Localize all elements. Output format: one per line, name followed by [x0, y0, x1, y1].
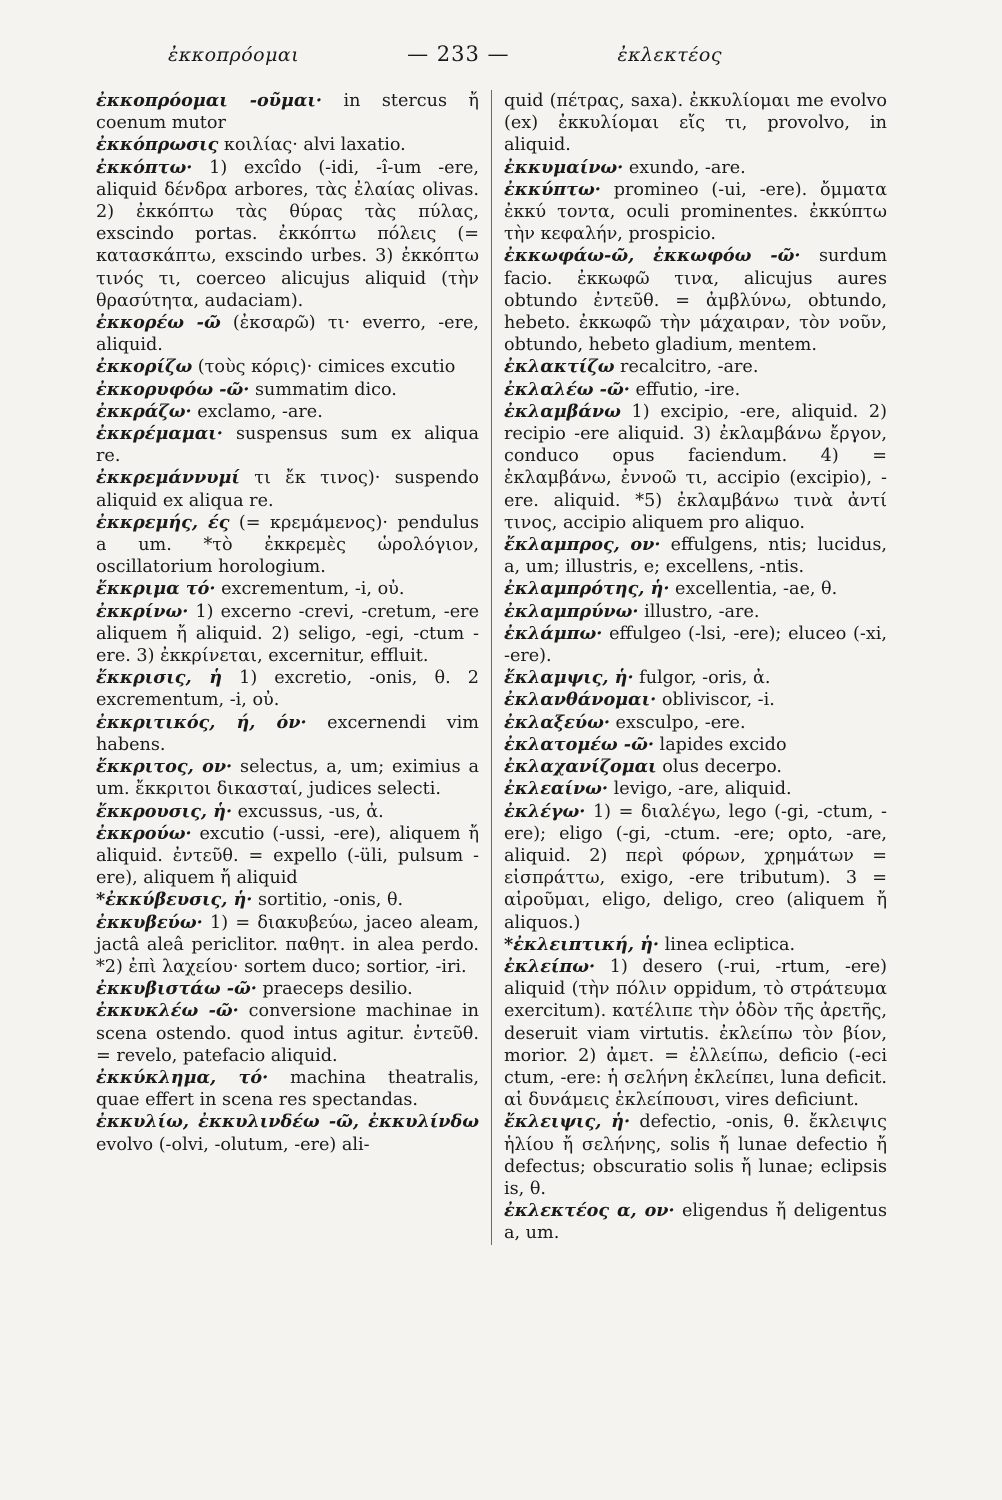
entry-definition: 1) desero (-rui, -rtum, -ere) aliquid (τὴν πόλιν oppidum, τὸ στράτευμα exercitum). κατέλιπε τὴν ὁδὸν τῆς ἀρετῆς, deseruit viam virtutis. ἐκλείπω τὸν βίον, morior. 2) ἀμετ. = ἐλλείπω, deficio (-eci ctum, -ere: ἡ σελήνη ἐκλείπει, luna deficit. αἱ δυνάμεις ἐκλείπουσι, vires deficiunt.: [504, 956, 887, 1111]
entry-definition: 1) = διαλέγω, lego (-gi, -ctum, -ere); eligo (-gi, -ctum. -ere; opto, -are, aliquid. 2) περὶ φόρων, χρημάτων = εἰσπράττω, exigo, -ere tributum). 3 = αἱροῦμαι, eligo, deligo, creo (aliquem ἤ aliquos.): [504, 801, 887, 933]
entry-headword: ἐκλαλέω -ῶ·: [504, 378, 630, 400]
dictionary-entry: [504, 734, 887, 756]
dictionary-entry: [96, 801, 479, 823]
entry-definition: conversione machinae in scena ostendo. quod intus agitur. ἐντεῦθ. = revelo, patefacio aliquid.: [96, 1001, 479, 1066]
entry-definition: selectus, a, um; eximius a um. ἔκκριτοι δικασταί, judices selecti.: [96, 757, 480, 800]
entry-headword: ἔκλειψις, ἡ·: [504, 1111, 631, 1133]
entry-headword: ἐκκυκλέω -ῶ·: [96, 1000, 239, 1022]
header-left-word: ἐκκοπρόομαι: [168, 44, 300, 66]
entry-definition: sortitio, -onis, θ.: [252, 890, 404, 911]
dictionary-entry: [504, 90, 887, 157]
dictionary-entry: [96, 379, 479, 401]
dictionary-entry: [504, 578, 887, 600]
entry-headword: ἐκκόπρωσις: [96, 134, 219, 156]
dictionary-entry: [96, 756, 479, 800]
entry-definition: quid (πέτρας, saxa). ἐκκυλίομαι me evolvo (ex) ἐκκυλίομαι εἴς τι, provolvo, in aliquid.: [504, 91, 887, 156]
entry-headword: ἐκλείπω·: [504, 955, 596, 977]
entry-definition: linea ecliptica.: [659, 934, 796, 955]
entry-definition: 1) excipio, -ere, aliquid. 2) recipio -ere aliquid. 3) ἐκλαμβάνω ἔργον, conduco opus faciendum. 4) = ἐκλαμβάνω, ἐννοῶ τι, accipio (excipio), -ere. aliquid. *5) ἐκλαμβάνω τινὰ ἀντί τινος, accipio aliquem pro aliquo.: [504, 401, 887, 533]
entry-headword: ἐκλανθάνομαι·: [504, 689, 657, 711]
entry-definition: exsculpo, -ere.: [609, 712, 746, 733]
dictionary-entry: [504, 956, 887, 1111]
dictionary-entry: [96, 978, 479, 1000]
entry-definition: praeceps desilio.: [256, 979, 413, 1000]
entry-headword: ἐκλαξεύω·: [504, 711, 610, 733]
entry-definition: (ἐκσαρῶ) τι· everro, -ere, aliquid.: [96, 313, 479, 356]
dictionary-entry: [96, 912, 479, 979]
entry-headword: ἐκκυλίω, ἐκκυλινδέω -ῶ, ἐκκυλίνδω: [96, 1111, 479, 1133]
entry-definition: κοιλίας· alvi laxatio.: [218, 135, 406, 156]
entry-definition: (= κρεμάμενος)· pendulus a um. *τὸ ἐκκρεμὲς ὡρολόγιον, oscillatorium horologium.: [96, 512, 479, 578]
dictionary-entry: [504, 534, 887, 578]
dictionary-entry: [96, 512, 479, 579]
entry-headword: ἐκλακτίζω: [504, 356, 615, 378]
entry-definition: lapides excido: [653, 734, 787, 755]
entry-headword: ἐκκράζω·: [96, 400, 192, 422]
dictionary-entry: [96, 578, 479, 600]
dictionary-entry: [96, 601, 479, 668]
entry-headword: ἐκκρίνω·: [96, 600, 189, 622]
entry-headword: ἐκκορυφόω -ῶ·: [96, 378, 250, 400]
dictionary-entry: [504, 601, 887, 623]
entry-definition: effulgeo (-lsi, -ere); eluceo (-xi, -ere).: [504, 623, 887, 667]
dictionary-entry: [504, 778, 887, 800]
entry-headword: ἐκκορίζω: [96, 356, 193, 378]
entry-definition: excrementum, -i, οὐ.: [215, 579, 405, 600]
entry-definition: fulgor, -oris, ἀ.: [633, 668, 771, 689]
dictionary-entry: [96, 467, 479, 511]
entry-definition: excussus, -us, ἀ.: [232, 801, 384, 822]
dictionary-entry: [96, 356, 479, 378]
entry-definition: 1) excerno -crevi, -cretum, -ere aliquem ἤ aliquid. 2) seligo, -egi, -ctum -ere. 3) ἐκκρίνεται, excernitur, effluit.: [96, 601, 479, 667]
dictionary-entry: [504, 667, 887, 689]
dictionary-entry: [96, 1000, 479, 1067]
entry-definition: promineo (-ui, -ere). ὄμματα ἐκκύ τοντα, oculi prominentes. ἐκκύπτω τὴν κεφαλήν, prospicio.: [504, 179, 887, 245]
dictionary-entry: [96, 312, 479, 356]
entry-definition: 1) excîdo (-idi, -î-um -ere, aliquid δένδρα arbores, τὰς ἐλαίας olivas. 2) ἐκκόπτω τὰς θύρας τὰς πύλας, exscindo portas. ἐκκόπτω πόλεις (= κατασκάπτω, exscindo urbes. 3) ἐκκόπτω τινός τι, coerceo alicujus aliquid (τὴν θρασύτητα, audaciam).: [96, 157, 479, 311]
dictionary-entry: [96, 90, 479, 134]
entry-definition: levigo, -are, aliquid.: [608, 779, 792, 800]
entry-headword: ἐκλαμπρότης, ἡ·: [504, 578, 670, 600]
dictionary-entry: [504, 245, 887, 356]
entry-headword: ἐκκυμαίνω·: [504, 156, 624, 178]
dictionary-entry: [504, 1111, 887, 1200]
entry-definition: effutio, -ire.: [629, 379, 741, 400]
entry-headword: ἐκκορέω -ῶ: [96, 312, 221, 334]
entry-headword: ἐκλαμπρύνω·: [504, 600, 639, 622]
dictionary-entry: [504, 623, 887, 667]
entry-headword: ἐκλέγω·: [504, 800, 586, 822]
dictionary-entry: [96, 1111, 479, 1155]
entry-headword: ἔκκρουσις, ἡ·: [96, 800, 233, 822]
entry-headword: ἐκλεαίνω·: [504, 778, 609, 800]
page-number: — 233 —: [407, 42, 510, 66]
entry-definition: 1) = διακυβεύω, jaceo aleam, jactâ aleâ periclitor. παθητ. in alea perdo. *2) ἐπὶ λαχείου· sortem duco; sortior, -iri.: [96, 912, 479, 977]
entry-definition: excellentia, -ae, θ.: [669, 579, 838, 600]
right-column: [491, 90, 887, 1245]
dictionary-entry: [96, 134, 479, 156]
entry-definition: recalcitro, -are.: [614, 357, 759, 378]
two-column-body: [96, 90, 958, 1245]
entry-definition: 1) excretio, -onis, θ. 2 excrementum, -i, οὐ.: [96, 668, 479, 711]
entry-headword: ἐκκρεμάννυμί: [96, 467, 240, 489]
entry-headword: ἐκκυβιστάω -ῶ·: [96, 978, 257, 1000]
entry-headword: ἐκκύκλημα, τό·: [96, 1066, 269, 1088]
dictionary-entry: [96, 889, 479, 911]
entry-headword: ἐκλαχανίζομαι: [504, 756, 657, 778]
entry-definition: (τοὺς κόρις)· cimices excutio: [192, 357, 456, 378]
entry-definition: defectio, -onis, θ. ἔκλειψις ἡλίου ἤ σελήνης, solis ἤ lunae defectio ἤ defectus; obscuratio solis ἤ lunae; eclipsis is, θ.: [504, 1112, 887, 1199]
dictionary-entry: [96, 157, 479, 312]
dictionary-entry: [504, 934, 887, 956]
entry-headword: ἐκκοπρόομαι -οῦμαι·: [96, 90, 323, 111]
entry-headword: ἐκκυβεύω·: [96, 911, 203, 933]
dictionary-entry: [504, 179, 887, 246]
entry-headword: ἔκκρισις, ἡ: [96, 667, 223, 689]
entry-definition: surdum facio. ἐκκωφῶ τινα, alicujus aures obtundo ἐντεῦθ. = ἀμβλύνω, obtundo, hebeto. ἐκκωφῶ τὴν μάχαιραν, τὸν νοῦν, obtundo, hebeto gladium, mentem.: [504, 246, 887, 356]
entry-headword: *ἐκκύβευσις, ἡ·: [96, 889, 253, 911]
entry-headword: ἐκκόπτω·: [96, 156, 193, 178]
dictionary-entry: [504, 689, 887, 711]
dictionary-entry: [504, 379, 887, 401]
entry-headword: ἔκκριμα τό·: [96, 578, 216, 600]
entry-definition: excernendi vim habens.: [96, 712, 479, 755]
entry-headword: ἔκλαμψις, ἡ·: [504, 667, 634, 689]
entry-headword: ἐκκρούω·: [96, 822, 192, 844]
entry-headword: ἐκκρεμής, ές: [96, 511, 230, 533]
entry-headword: ἐκκριτικός, ή, όν·: [96, 711, 307, 733]
entry-definition: obliviscor, -i.: [656, 690, 775, 711]
entry-definition: τι ἔκ τινος)· suspendo aliquid ex aliqua re.: [96, 468, 479, 511]
entry-headword: ἐκλαμβάνω: [504, 400, 621, 422]
entry-definition: excutio (-ussi, -ere), aliquem ἤ aliquid. ἐντεῦθ. = expello (-üli, pulsum -ere), aliquem ἤ aliquid: [96, 823, 479, 889]
header-right-word: ἐκλεκτέος: [617, 44, 722, 66]
entry-definition: suspensus sum ex aliqua re.: [96, 424, 479, 467]
entry-headword: ἐκλάμπω·: [504, 622, 603, 644]
entry-headword: ἔκκριτος, ον·: [96, 756, 233, 778]
entry-definition: effulgens, ntis; lucidus, a, um; illustris, e; excellens, -ntis.: [504, 535, 887, 578]
entry-headword: ἐκκρέμαμαι·: [96, 423, 223, 445]
dictionary-entry: [96, 712, 479, 756]
entry-definition: in stercus ἤ coenum mutor: [96, 91, 479, 134]
left-column: [96, 90, 491, 1245]
entry-definition: exclamo, -are.: [191, 401, 323, 422]
dictionary-entry: [504, 401, 887, 534]
dictionary-entry: [96, 667, 479, 711]
dictionary-entry: [96, 401, 479, 423]
dictionary-entry: [96, 1067, 479, 1111]
entry-definition: eligendus ἤ deligentus a, um.: [504, 1201, 887, 1244]
dictionary-entry: [504, 712, 887, 734]
dictionary-entry: [504, 356, 887, 378]
entry-headword: ἐκκύπτω·: [504, 178, 601, 200]
dictionary-entry: [504, 756, 887, 778]
entry-definition: exundo, -are.: [623, 157, 746, 178]
entry-definition: machina theatralis, quae effert in scena res spectandas.: [96, 1067, 479, 1111]
entry-headword: ἐκλατομέω -ῶ·: [504, 733, 654, 755]
dictionary-entry: [504, 1200, 887, 1244]
entry-headword: ἐκκωφάω-ῶ, ἐκκωφόω -ῶ·: [504, 245, 801, 267]
dictionary-entry: [96, 423, 479, 467]
dictionary-entry: [504, 801, 887, 934]
entry-definition: illustro, -are.: [638, 601, 760, 622]
dictionary-entry: [96, 823, 479, 890]
entry-headword: *ἐκλειπτική, ἡ·: [504, 933, 660, 955]
running-header: [96, 42, 958, 90]
entry-headword: ἔκλαμπρος, ον·: [504, 534, 661, 556]
entry-definition: summatim dico.: [249, 379, 397, 400]
entry-definition: olus decerpo.: [656, 757, 782, 778]
entry-headword: ἐκλεκτέος α, ον·: [504, 1200, 675, 1222]
dictionary-entry: [504, 157, 887, 179]
entry-definition: evolvo (-olvi, -olutum, -ere) ali-: [96, 1134, 370, 1155]
